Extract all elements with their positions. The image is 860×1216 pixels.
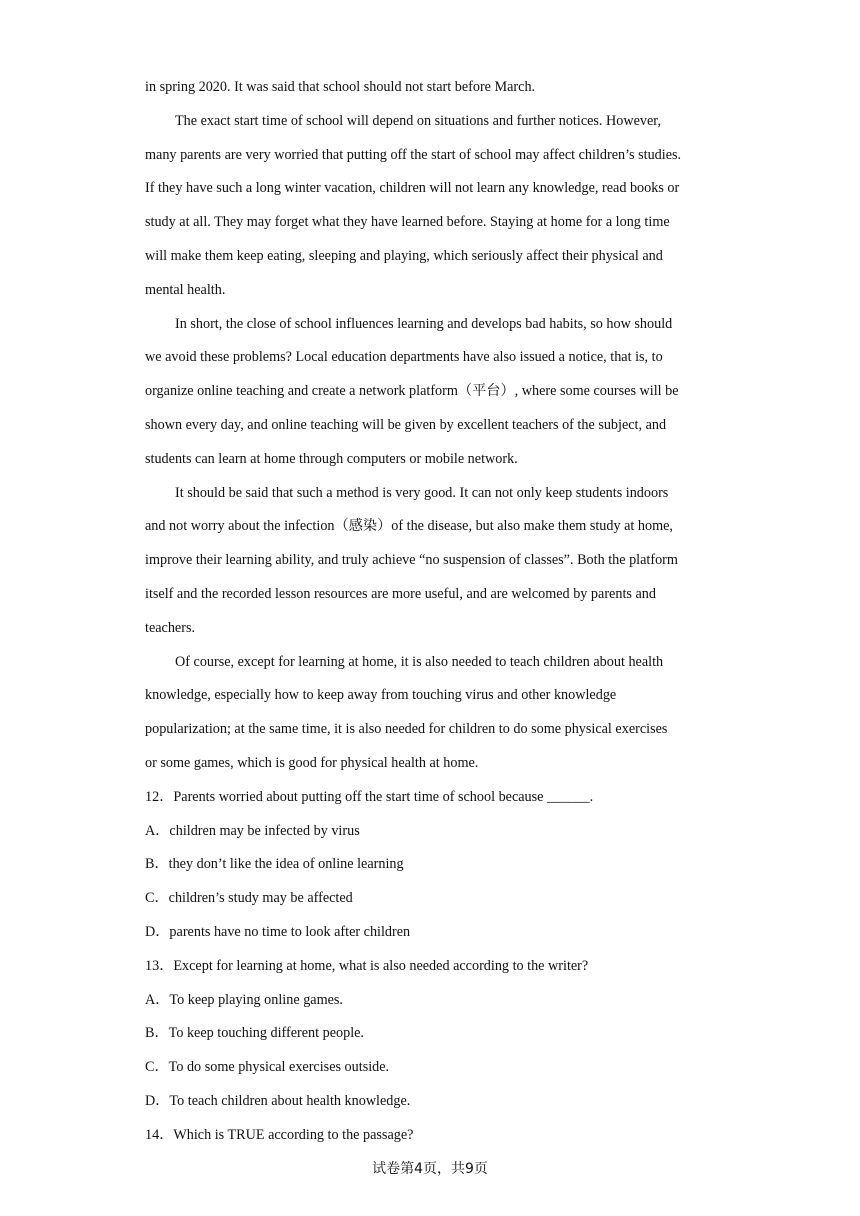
answer-option: D．parents have no time to look after children: [145, 923, 411, 940]
passage-line: itself and the recorded lesson resources are more useful, and are welcomed by parents and: [145, 585, 656, 602]
passage-line: study at all. They may forget what they have learned before. Staying at home for a long time: [145, 214, 670, 231]
passage-line: many parents are very worried that putting off the start of school may affect children’s studies.: [145, 146, 682, 163]
passage-line: The exact start time of school will depend on situations and further notices. However,: [175, 112, 662, 129]
passage-line: teachers.: [145, 619, 196, 636]
passage-line: Of course, except for learning at home, it is also needed to teach children about health: [175, 653, 664, 670]
passage-line: students can learn at home through computers or mobile network.: [145, 450, 518, 467]
passage-line: popularization; at the same time, it is also needed for children to do some physical exercises: [145, 721, 668, 738]
passage-line: organize online teaching and create a network platform（平台）, where some courses will be: [145, 383, 679, 400]
passage-line: It should be said that such a method is very good. It can not only keep students indoors: [175, 484, 669, 501]
passage-line: improve their learning ability, and truly achieve “no suspension of classes”. Both the platform: [145, 552, 678, 569]
passage-line: In short, the close of school influences learning and develops bad habits, so how should: [175, 315, 673, 332]
answer-option: B．To keep touching different people.: [145, 1025, 364, 1042]
answer-option: C．children’s study may be affected: [145, 890, 353, 907]
question-stem: 13．Except for learning at home, what is also needed according to the writer?: [145, 957, 589, 974]
passage-line: knowledge, especially how to keep away from touching virus and other knowledge: [145, 687, 617, 704]
question-stem: 12．Parents worried about putting off the start time of school because ______.: [145, 788, 594, 805]
exam-page-content: [145, 71, 725, 1153]
page-footer: 试卷第4页，共9页: [372, 1161, 488, 1177]
passage: [145, 71, 725, 781]
answer-option: A．children may be infected by virus: [145, 822, 360, 839]
answer-option: B．they don’t like the idea of online learning: [145, 856, 404, 873]
answer-option: C．To do some physical exercises outside.: [145, 1059, 390, 1076]
passage-line: and not worry about the infection（感染）of the disease, but also make them study at home,: [145, 518, 673, 535]
passage-line: in spring 2020. It was said that school should not start before March.: [145, 79, 536, 95]
passage-line: we avoid these problems? Local education departments have also issued a notice, that is, to: [145, 349, 663, 366]
passage-line: shown every day, and online teaching will be given by excellent teachers of the subject, and: [145, 416, 667, 433]
answer-option: A．To keep playing online games.: [145, 991, 343, 1008]
question-list: [145, 781, 725, 1153]
answer-option: D．To teach children about health knowledge.: [145, 1092, 411, 1109]
passage-line: mental health.: [145, 281, 226, 298]
question-stem: 14．Which is TRUE according to the passage?: [145, 1126, 414, 1143]
passage-line: or some games, which is good for physical health at home.: [145, 754, 479, 771]
passage-line: will make them keep eating, sleeping and playing, which seriously affect their physical and: [145, 247, 663, 264]
passage-line: If they have such a long winter vacation, children will not learn any knowledge, read books or: [145, 180, 680, 197]
